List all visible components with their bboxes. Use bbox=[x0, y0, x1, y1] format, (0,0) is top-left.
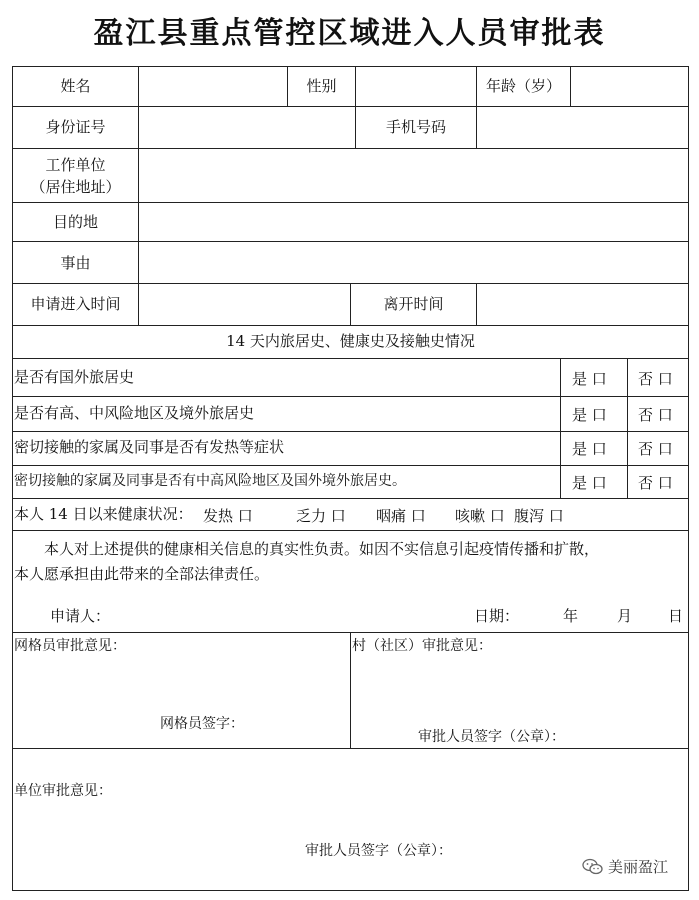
wechat-icon bbox=[582, 858, 604, 876]
yes-checkbox[interactable]: 是 口 bbox=[572, 370, 607, 388]
rule bbox=[560, 358, 561, 498]
rule bbox=[12, 202, 688, 203]
rule bbox=[12, 66, 688, 67]
question-foreign-travel: 是否有国外旅居史 bbox=[14, 368, 135, 386]
yes-checkbox[interactable]: 是 口 bbox=[572, 440, 607, 458]
page-title: 盈江县重点管控区域进入人员审批表 bbox=[93, 16, 606, 51]
no-checkbox[interactable]: 否 口 bbox=[638, 440, 673, 458]
declaration-line2: 本人愿承担由此带来的全部法律责任。 bbox=[14, 565, 270, 583]
no-checkbox[interactable]: 否 口 bbox=[638, 474, 673, 492]
rule bbox=[138, 66, 139, 325]
rule bbox=[12, 890, 688, 891]
watermark-text: 美丽盈江 bbox=[608, 858, 669, 876]
cough-checkbox[interactable]: 咳嗽 口 bbox=[455, 507, 505, 525]
entry-time-label: 申请进入时间 bbox=[30, 295, 121, 313]
rule bbox=[627, 358, 628, 498]
grid-opinion-label: 网格员审批意见： bbox=[14, 638, 126, 654]
rule bbox=[12, 530, 688, 531]
question-contact-travel: 密切接触的家属及同事是否有中高风险地区及国外境外旅居史。 bbox=[14, 473, 406, 489]
gender-label: 性别 bbox=[306, 77, 337, 95]
grid-sign-label: 网格员签字： bbox=[160, 716, 244, 732]
work-unit-label: 工作单位 bbox=[45, 156, 106, 174]
rule bbox=[12, 431, 688, 432]
destination-label: 目的地 bbox=[52, 213, 98, 231]
month-label: 月 bbox=[617, 607, 633, 625]
fatigue-checkbox[interactable]: 乏力 口 bbox=[296, 507, 346, 525]
no-checkbox[interactable]: 否 口 bbox=[638, 370, 673, 388]
age-label: 年龄（岁） bbox=[485, 77, 561, 95]
leave-time-label: 离开时间 bbox=[383, 295, 444, 313]
fever-checkbox[interactable]: 发热 口 bbox=[203, 507, 253, 525]
question-contact-symptoms: 密切接触的家属及同事是否有发热等症状 bbox=[14, 438, 285, 456]
applicant-label: 申请人： bbox=[50, 607, 111, 625]
rule bbox=[12, 396, 688, 397]
rule bbox=[12, 498, 688, 499]
declaration-line1: 本人对上述提供的健康相关信息的真实性负责。如因不实信息引起疫情传播和扩散， bbox=[44, 540, 600, 558]
residence-label: （居住地址） bbox=[30, 178, 121, 196]
health-status-label: 本人 14 日以来健康状况： bbox=[14, 505, 193, 523]
yes-checkbox[interactable]: 是 口 bbox=[572, 406, 607, 424]
rule bbox=[350, 632, 351, 748]
sore-throat-checkbox[interactable]: 咽痛 口 bbox=[376, 507, 426, 525]
year-label: 年 bbox=[563, 607, 579, 625]
rule bbox=[12, 241, 688, 242]
rule bbox=[12, 325, 688, 326]
date-label: 日期： bbox=[474, 607, 520, 625]
village-opinion-label: 村（社区）审批意见： bbox=[352, 638, 492, 654]
reason-label: 事由 bbox=[60, 254, 91, 272]
phone-label: 手机号码 bbox=[385, 118, 446, 136]
rule bbox=[570, 66, 571, 106]
rule bbox=[476, 283, 477, 325]
rule bbox=[12, 358, 688, 359]
village-sign-label: 审批人员签字（公章）： bbox=[418, 729, 565, 745]
rule bbox=[688, 66, 689, 891]
rule bbox=[12, 748, 688, 749]
day-label: 日 bbox=[668, 607, 684, 625]
unit-opinion-label: 单位审批意见： bbox=[14, 783, 112, 799]
rule bbox=[12, 465, 688, 466]
yes-checkbox[interactable]: 是 口 bbox=[572, 474, 607, 492]
unit-sign-label: 审批人员签字（公章）： bbox=[305, 843, 452, 859]
no-checkbox[interactable]: 否 口 bbox=[638, 406, 673, 424]
watermark bbox=[582, 856, 668, 877]
id-number-label: 身份证号 bbox=[45, 118, 106, 136]
rule bbox=[12, 106, 688, 107]
question-risk-area-travel: 是否有高、中风险地区及境外旅居史 bbox=[14, 404, 255, 422]
rule bbox=[12, 148, 688, 149]
name-label: 姓名 bbox=[60, 77, 91, 95]
diarrhea-checkbox[interactable]: 腹泻 口 bbox=[514, 507, 564, 525]
history-header: 14 天内旅居史、健康史及接触史情况 bbox=[226, 332, 475, 350]
